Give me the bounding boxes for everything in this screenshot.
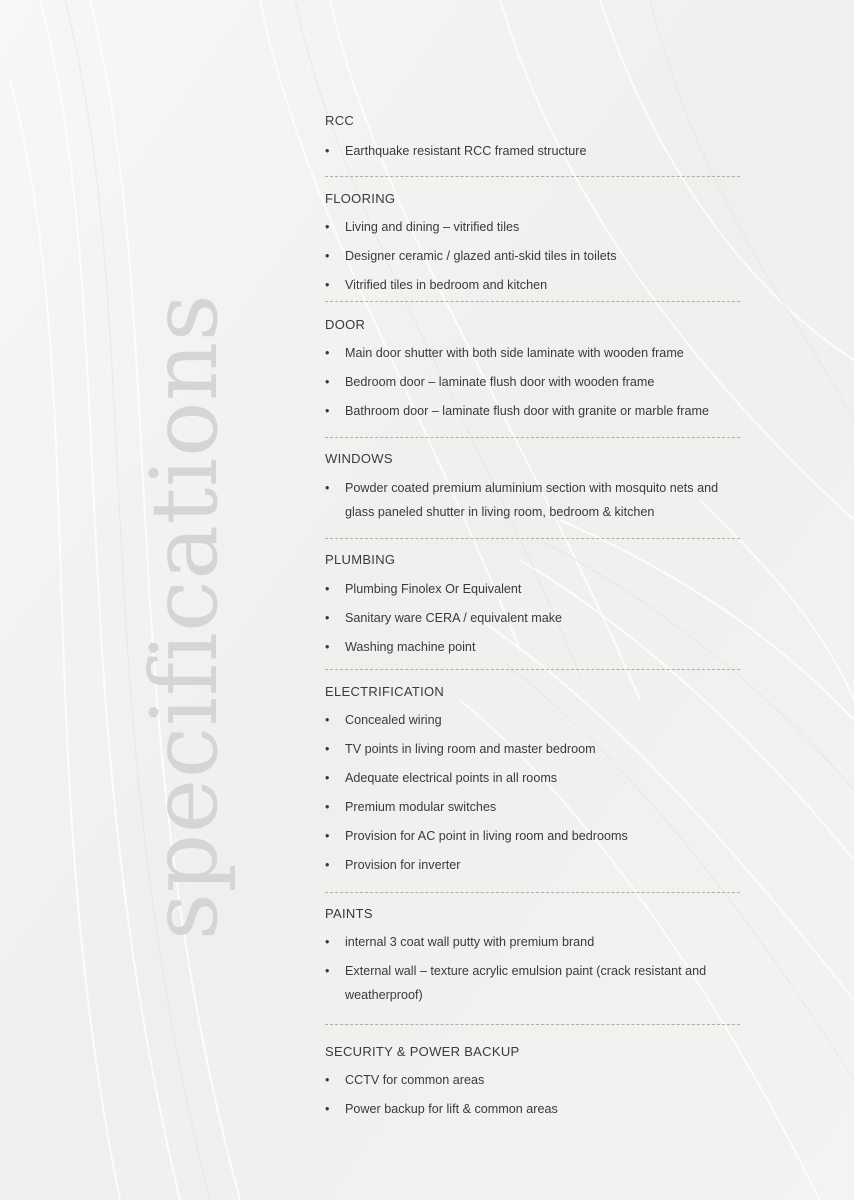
bullet-icon: • xyxy=(325,640,330,654)
spec-item-text: Power backup for lift & common areas xyxy=(345,1102,558,1116)
bullet-icon: • xyxy=(325,346,330,360)
spec-item-text: Living and dining – vitrified tiles xyxy=(345,220,520,234)
section-divider xyxy=(325,892,740,893)
section-divider xyxy=(325,538,740,539)
spec-item-text: Main door shutter with both side laminate with wooden frame xyxy=(345,346,684,360)
spec-item-text: Premium modular switches xyxy=(345,800,497,814)
spec-item-text: External wall – texture acrylic emulsion paint (crack resistant and weatherproof) xyxy=(345,964,707,1002)
bullet-icon: • xyxy=(325,144,330,158)
spec-item-text: Sanitary ware CERA / equivalent make xyxy=(345,611,562,625)
spec-item-text: TV points in living room and master bedroom xyxy=(345,742,596,756)
page-title: specifications xyxy=(131,293,238,941)
spec-item-text: internal 3 coat wall putty with premium brand xyxy=(345,935,595,949)
section-heading-paints: PAINTS xyxy=(325,906,373,921)
bullet-icon: • xyxy=(325,481,330,495)
spec-item-text: Earthquake resistant RCC framed structure xyxy=(345,144,587,158)
bullet-icon: • xyxy=(325,220,330,234)
spec-item-text: Vitrified tiles in bedroom and kitchen xyxy=(345,278,548,292)
bullet-icon: • xyxy=(325,278,330,292)
section-heading-plumbing: PLUMBING xyxy=(325,552,396,567)
bullet-icon: • xyxy=(325,964,330,978)
bullet-icon: • xyxy=(325,713,330,727)
section-heading-door: DOOR xyxy=(325,317,366,332)
section-heading-flooring: FLOORING xyxy=(325,191,396,206)
section-heading-rcc: RCC xyxy=(325,113,355,128)
section-heading-windows: WINDOWS xyxy=(325,451,393,466)
bullet-icon: • xyxy=(325,829,330,843)
spec-item-text: Provision for inverter xyxy=(345,858,461,872)
bullet-icon: • xyxy=(325,800,330,814)
spec-item-text: Washing machine point xyxy=(345,640,476,654)
spec-item-text: Powder coated premium aluminium section with mosquito nets and glass paneled shutter in living room, bedroom & kitchen xyxy=(345,481,719,519)
spec-item-text: CCTV for common areas xyxy=(345,1073,485,1087)
bullet-icon: • xyxy=(325,582,330,596)
bullet-icon: • xyxy=(325,404,330,418)
bullet-icon: • xyxy=(325,249,330,263)
spec-item-text: Adequate electrical points in all rooms xyxy=(345,771,558,785)
section-heading-electrification: ELECTRIFICATION xyxy=(325,684,445,699)
spec-item-text: Provision for AC point in living room and bedrooms xyxy=(345,829,628,843)
section-divider xyxy=(325,301,740,302)
bullet-icon: • xyxy=(325,771,330,785)
spec-item-text: Bedroom door – laminate flush door with wooden frame xyxy=(345,375,655,389)
bullet-icon: • xyxy=(325,375,330,389)
spec-item-text: Concealed wiring xyxy=(345,713,442,727)
bullet-icon: • xyxy=(325,858,330,872)
bullet-icon: • xyxy=(325,611,330,625)
bullet-icon: • xyxy=(325,1102,330,1116)
section-divider xyxy=(325,437,740,438)
section-divider xyxy=(325,669,740,670)
spec-item-text: Plumbing Finolex Or Equivalent xyxy=(345,582,522,596)
bullet-icon: • xyxy=(325,1073,330,1087)
section-divider xyxy=(325,176,740,177)
bullet-icon: • xyxy=(325,742,330,756)
spec-item-text: Bathroom door – laminate flush door with granite or marble frame xyxy=(345,404,709,418)
spec-item-text: Designer ceramic / glazed anti-skid tiles in toilets xyxy=(345,249,617,263)
section-heading-security-power-backup: SECURITY & POWER BACKUP xyxy=(325,1044,520,1059)
bullet-icon: • xyxy=(325,935,330,949)
section-divider xyxy=(325,1024,740,1025)
